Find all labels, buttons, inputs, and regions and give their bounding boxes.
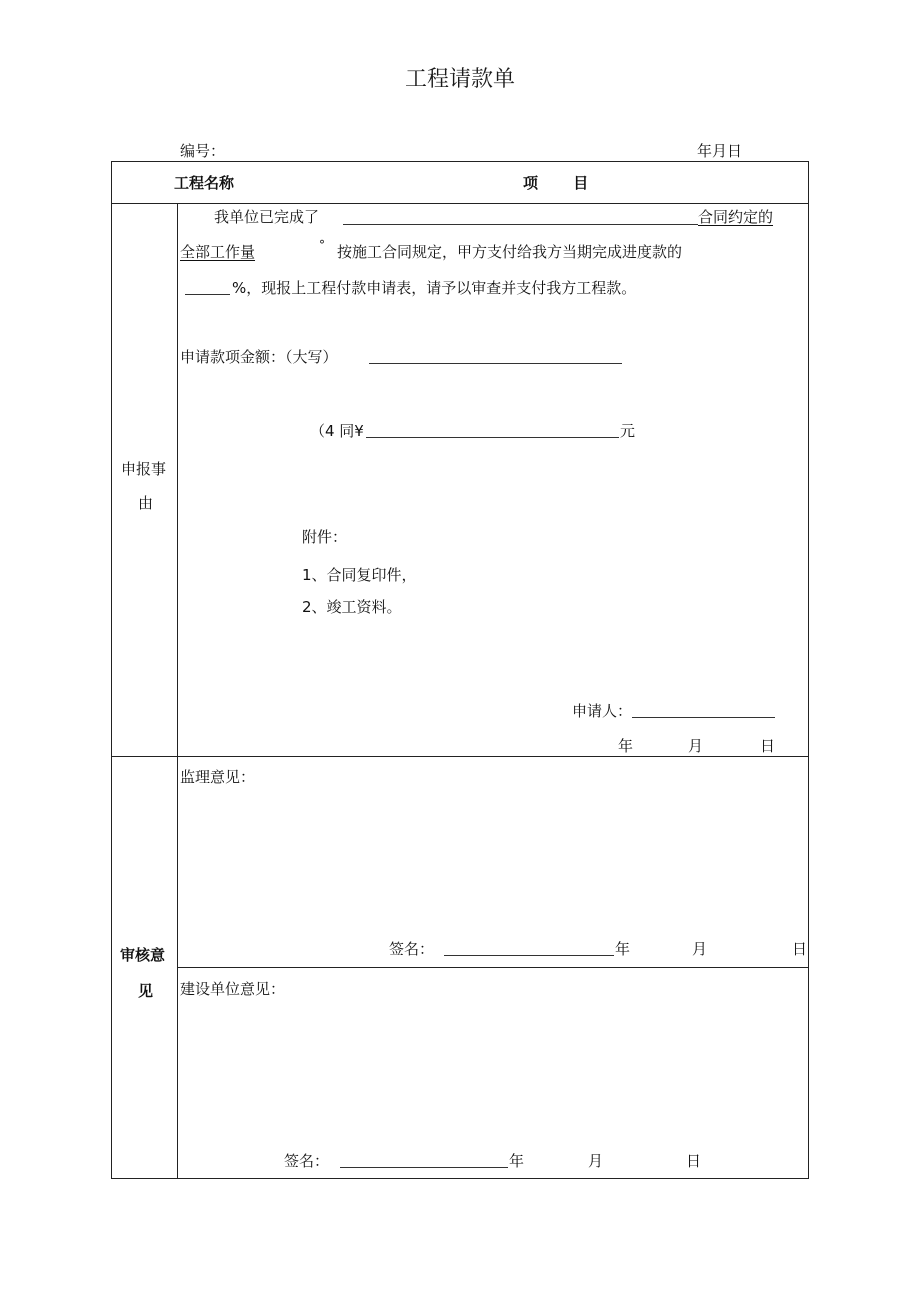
table-column-divider (177, 203, 178, 1179)
owner-date-month: 月 (588, 1152, 604, 1170)
applicant-label: 申请人： (572, 702, 633, 720)
table-border-top (111, 161, 809, 162)
table-rule (111, 203, 809, 204)
payment-request-text: %，现报上工程付款申请表，请予以审查并支付我方工程款。 (232, 279, 637, 297)
supervisor-date-year: 年 (615, 940, 631, 958)
application-section-label: 申报事 (121, 460, 167, 478)
currency-unit: 元 (620, 422, 636, 440)
supervisor-opinion-label: 监理意见： (180, 768, 256, 786)
application-date-year: 年 (618, 737, 634, 755)
applicant-signature-blank (632, 717, 775, 718)
supervisor-sign-label: 签名： (389, 940, 435, 958)
attachments-label: 附件： (302, 528, 348, 546)
application-date-day: 日 (760, 737, 776, 755)
supervisor-date-day: 日 (792, 940, 808, 958)
attachment-item: 2、竣工资料。 (302, 598, 402, 616)
amount-in-words-blank (369, 363, 622, 364)
application-date-month: 月 (688, 737, 704, 755)
work-description-blank (343, 224, 698, 225)
amount-in-figures-label: （4 同¥ (310, 422, 364, 440)
amount-in-words-label: 申请款项金额：（大写） (180, 348, 338, 366)
owner-date-year: 年 (509, 1152, 525, 1170)
owner-date-day: 日 (686, 1152, 702, 1170)
table-border-left (111, 161, 112, 1179)
percent-blank (185, 294, 230, 295)
table-rule (177, 967, 809, 968)
contract-agreed-text: 合同约定的 (698, 208, 774, 226)
document-number-label: 编号： (180, 142, 226, 160)
attachment-item: 1、合同复印件， (302, 566, 417, 584)
project-item-label: 项 目 (523, 174, 589, 192)
project-name-label: 工程名称 (174, 174, 235, 192)
review-section-label: 审核意 (120, 946, 166, 964)
amount-in-figures-blank (366, 437, 619, 438)
review-section-label: 见 (138, 982, 154, 1000)
owner-sign-label: 签名： (284, 1152, 330, 1170)
application-section-label: 由 (138, 494, 154, 512)
supervisor-date-month: 月 (692, 940, 708, 958)
payment-basis-text: 按施工合同规定，甲方支付给我方当期完成进度款的 (337, 243, 683, 261)
degree-mark: ° (319, 238, 325, 252)
table-border-right (808, 161, 809, 1179)
page-title: 工程请款单 (404, 67, 515, 92)
all-workload-text: 全部工作量 (180, 243, 256, 261)
owner-opinion-label: 建设单位意见： (180, 980, 286, 998)
table-rule (111, 756, 809, 757)
table-border-bottom (111, 1178, 809, 1179)
supervisor-signature-blank (444, 955, 614, 956)
owner-signature-blank (340, 1167, 508, 1168)
work-completed-text: 我单位已完成了 (214, 208, 320, 226)
document-date-label: 年月日 (697, 142, 743, 160)
